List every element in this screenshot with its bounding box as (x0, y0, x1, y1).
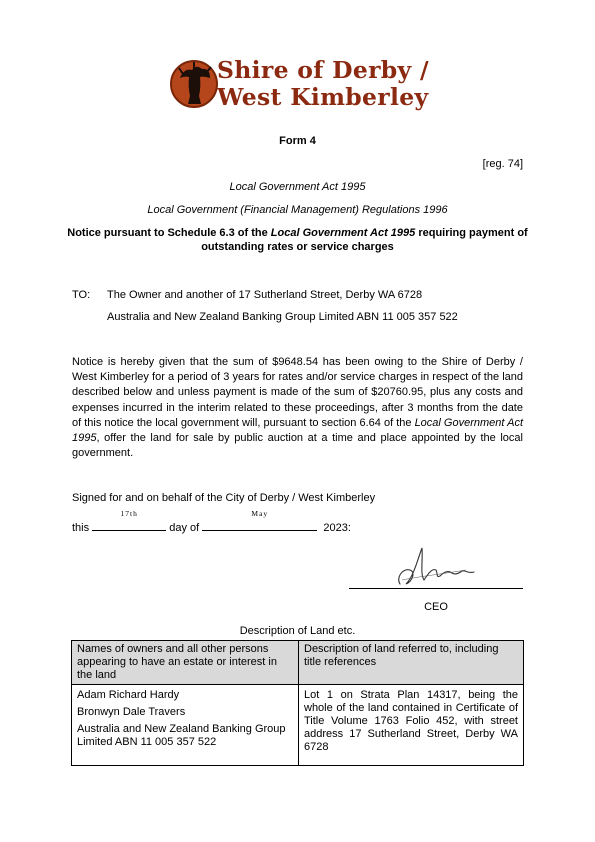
notice-title-pre: Notice pursuant to Schedule 6.3 of the (67, 227, 271, 239)
table-row (72, 685, 524, 766)
notice-body-part-2: , offer the land for sale by public auction at a time and place appointed by the local government. (72, 432, 523, 460)
regulation-reference: [reg. 74] (482, 158, 523, 170)
ceo-signature-icon (392, 540, 482, 590)
ceo-label: CEO (424, 601, 448, 613)
table-header-row (72, 641, 524, 685)
owner-2: Bronwyn Dale Travers (77, 706, 186, 718)
boab-tree-icon (170, 52, 218, 116)
owner-1: Adam Richard Hardy (77, 689, 180, 701)
regulations-name: Local Government (Financial Management) Regulations 1996 (147, 204, 448, 216)
logo-wordmark (217, 57, 429, 111)
day-value: 17th (120, 509, 138, 518)
month-value: May (251, 509, 269, 518)
month-field (202, 509, 317, 531)
to-label: TO: (72, 289, 91, 301)
logo-line-2: West Kimberley (217, 83, 429, 111)
notice-body (72, 355, 523, 461)
signed-on-behalf: Signed for and on behalf of the City of Derby / West Kimberley (72, 492, 376, 504)
land-table-caption: Description of Land etc. (239, 625, 356, 637)
notice-title-act: Local Government Act 1995 (270, 227, 416, 239)
day-field (92, 509, 166, 531)
addressee-line-2: Australia and New Zealand Banking Group Limited ABN 11 005 357 522 (107, 311, 458, 323)
logo-line-1: Shire of Derby / (217, 56, 429, 84)
day-of-label: day of (169, 522, 200, 534)
header-description: Description of land referred to, including title references (299, 641, 524, 685)
land-description-cell: Lot 1 on Strata Plan 14317, being the whole of the land contained in Certificate of Title Volume 1763 Folio 452, with street address 17 Sutherland Street, Derby WA 6728 (299, 685, 524, 766)
signature-line (349, 588, 523, 589)
addressee-line-1: The Owner and another of 17 Sutherland Street, Derby WA 6728 (107, 289, 423, 301)
notice-body-part-1: Notice is hereby given that the sum of $9648.54 has been owing to the Shire of Derby / West Kimberley for a period of 3 years for rates and/or service charges in respect of the land described below and unless payment is made of the sum of $20760.95, plus any costs and expenses incurred in the interim related to these proceedings, after 3 months from the date of this notice the local government will, pursuant to section 6.64 of the (72, 356, 523, 429)
notice-title (60, 226, 535, 254)
act-name: Local Government Act 1995 (229, 181, 366, 193)
form-title: Form 4 (279, 135, 316, 147)
notice-title-post: requiring payment of outstanding rates or service charges (201, 227, 528, 253)
date-line (72, 509, 351, 534)
notice-body-act: Local Government Act 1995 (72, 416, 524, 445)
land-description-table (71, 640, 524, 766)
owner-3: Australia and New Zealand Banking Group Limited ABN 11 005 357 522 (77, 723, 286, 748)
owners-cell (72, 685, 299, 766)
this-label: this (72, 522, 90, 534)
header-owners: Names of owners and all other persons appearing to have an estate or interest in the land (72, 641, 299, 685)
year-label: 2023: (323, 522, 351, 534)
